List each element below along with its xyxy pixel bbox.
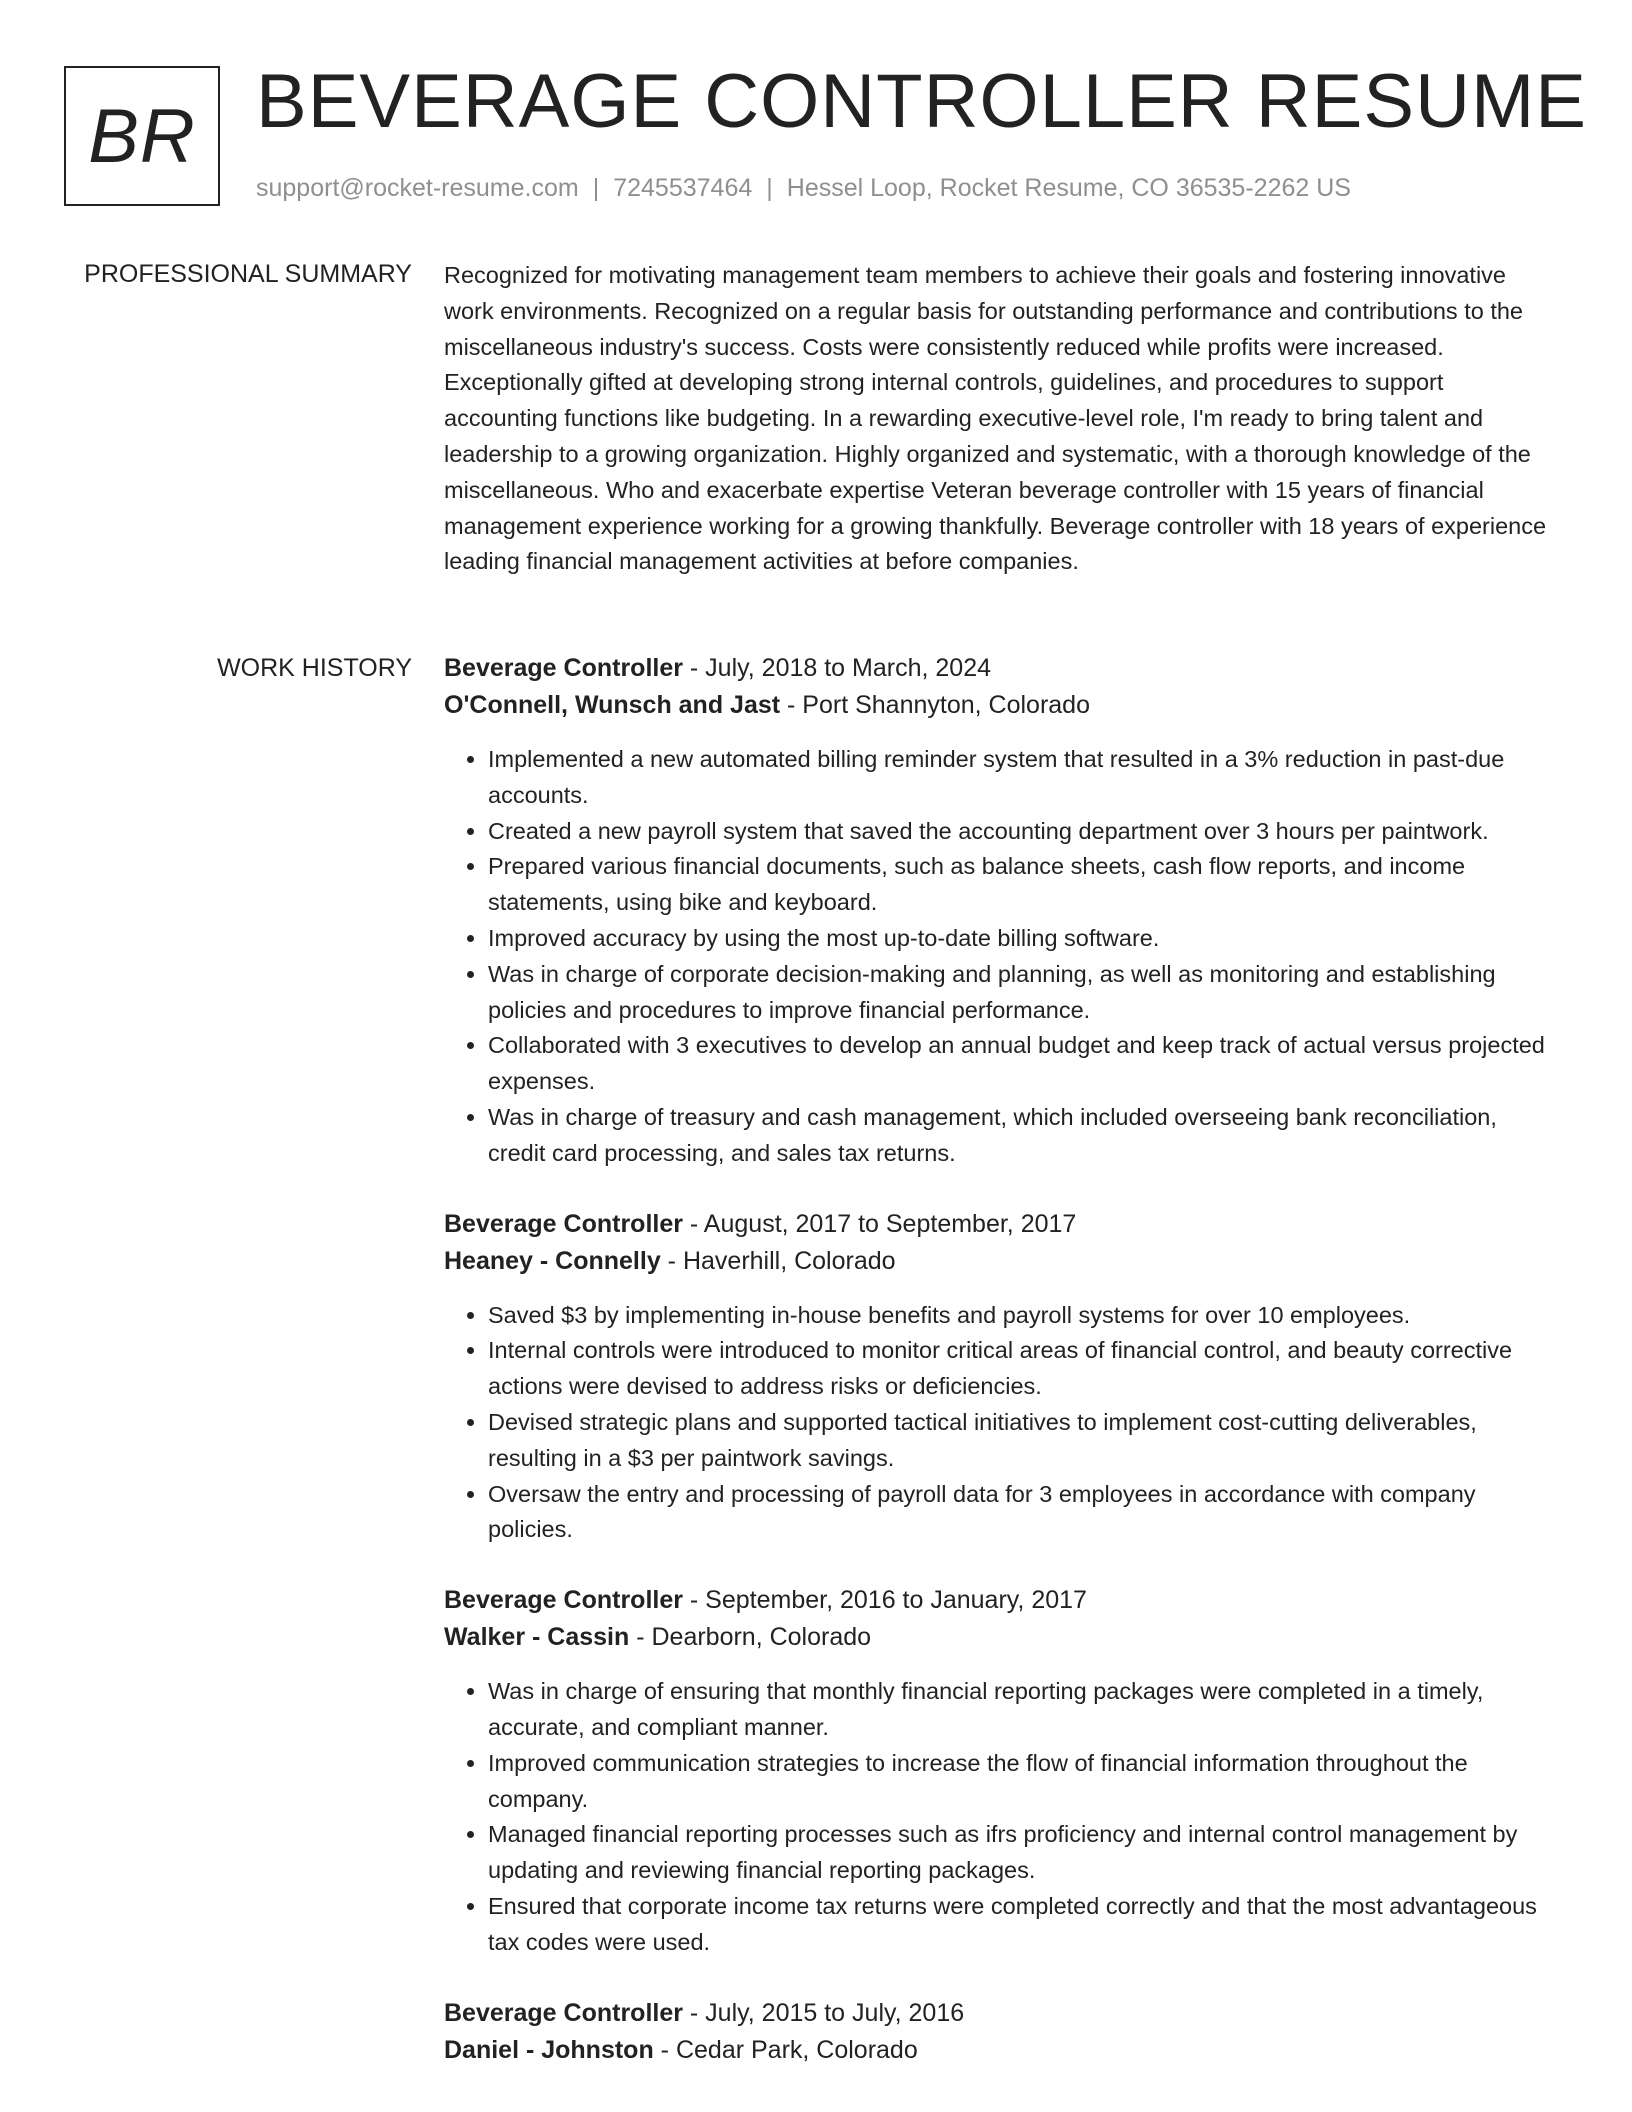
- job-bullet: • Was in charge of ensuring that monthly financial reporting packages were completed in a timely, accurate, and compliant manner.: [488, 1674, 1556, 1746]
- job-title-line: [444, 650, 1556, 687]
- monogram-logo: BR: [64, 66, 220, 206]
- contact-phone[interactable]: 7245537464: [613, 174, 753, 202]
- job-bullets: [444, 1298, 1556, 1549]
- job-title-line: [444, 1995, 1556, 2032]
- contact-separator: |: [592, 174, 600, 202]
- job-bullet: • Oversaw the entry and processing of payroll data for 3 employees in accordance with company policies.: [488, 1477, 1556, 1549]
- job-bullet: • Collaborated with 3 executives to develop an annual budget and keep track of actual versus projected expenses.: [488, 1028, 1556, 1100]
- contact-email[interactable]: support@rocket-resume.com: [256, 174, 579, 202]
- job-entry: [444, 1995, 1556, 2069]
- job-dates: - July, 2015 to July, 2016: [682, 1998, 965, 2027]
- job-location: - Dearborn, Colorado: [629, 1623, 872, 1652]
- work-history-heading: WORK HISTORY: [217, 654, 412, 682]
- job-bullets: [444, 742, 1556, 1172]
- job-company: Heaney - Connelly: [444, 1246, 661, 1275]
- job-bullet: • Internal controls were introduced to monitor critical areas of financial control, and beauty corrective actions were devised to address risks or deficiencies.: [488, 1333, 1556, 1405]
- job-bullet: • Saved $3 by implementing in-house benefits and payroll systems for over 10 employees.: [488, 1298, 1556, 1334]
- job-bullet: • Improved accuracy by using the most up-to-date billing software.: [488, 921, 1556, 957]
- job-bullet: • Improved communication strategies to increase the flow of financial information throughout the company.: [488, 1746, 1556, 1818]
- job-company: Walker - Cassin: [444, 1623, 630, 1652]
- job-bullet: • Devised strategic plans and supported tactical initiatives to implement cost-cutting deliverables, resulting in a $3 per paintwork savings.: [488, 1405, 1556, 1477]
- summary-body: [444, 258, 1556, 580]
- job-bullet: • Ensured that corporate income tax returns were completed correctly and that the most advantageous tax codes were used.: [488, 1889, 1556, 1961]
- contact-separator: |: [766, 174, 773, 202]
- job-location: - Cedar Park, Colorado: [653, 2035, 918, 2064]
- job-bullet: • Managed financial reporting processes such as ifrs proficiency and internal control management by updating and reviewing financial reporting packages.: [488, 1817, 1556, 1889]
- job-company-line: [444, 2032, 1556, 2069]
- job-bullet: • Was in charge of treasury and cash management, which included overseeing bank reconciliation, credit card processing, and sales tax returns.: [488, 1100, 1556, 1172]
- job-company: Daniel - Johnston: [444, 2035, 654, 2064]
- job-dates: - September, 2016 to January, 2017: [682, 1586, 1087, 1615]
- job-company-line: [444, 687, 1556, 724]
- job-dates: - August, 2017 to September, 2017: [682, 1209, 1077, 1238]
- summary-heading: PROFESSIONAL SUMMARY: [84, 260, 412, 288]
- summary-text: Recognized for motivating management team members to achieve their goals and fostering innovative work environments. Recognized on a regular basis for outstanding performance and contributions to the miscellaneous industry's success. Costs were consistently reduced while profits were increased. Exceptionally gifted at developing strong internal controls, guidelines, and procedures to support accounting functions like budgeting. In a rewarding executive-level role, I'm ready to bring talent and leadership to a growing organization. Highly organized and systematic, with a thorough knowledge of the miscellaneous. Who and exacerbate expertise Veteran beverage controller with 15 years of financial management experience working for a growing thankfully. Beverage controller with 18 years of experience leading financial management activities at before companies.: [444, 262, 1547, 575]
- job-dates: - July, 2018 to March, 2024: [682, 654, 992, 682]
- job-company-line: [444, 1243, 1556, 1280]
- job-location: - Haverhill, Colorado: [660, 1246, 896, 1275]
- job-company: O'Connell, Wunsch and Jast: [444, 691, 781, 719]
- job-bullet: • Created a new payroll system that saved the accounting department over 3 hours per paintwork.: [488, 814, 1556, 850]
- job-title: Beverage Controller: [444, 1209, 683, 1238]
- job-entry: [444, 650, 1556, 1172]
- contact-line: [256, 174, 1351, 203]
- job-title: Beverage Controller: [444, 1586, 683, 1615]
- job-title-line: [444, 1582, 1556, 1619]
- job-title: Beverage Controller: [444, 654, 683, 682]
- job-bullet: • Was in charge of corporate decision-making and planning, as well as monitoring and establishing policies and procedures to improve financial performance.: [488, 957, 1556, 1029]
- contact-address: Hessel Loop, Rocket Resume, CO 36535-2262 US: [786, 174, 1351, 202]
- job-title: Beverage Controller: [444, 1998, 683, 2027]
- job-entry: [444, 1582, 1556, 1960]
- work-history-body: [444, 650, 1556, 2103]
- resume-title: BEVERAGE CONTROLLER RESUME: [256, 59, 1587, 144]
- job-company-line: [444, 1619, 1556, 1656]
- job-title-line: [444, 1206, 1556, 1243]
- job-bullet: • Prepared various financial documents, such as balance sheets, cash flow reports, and income statements, using bike and keyboard.: [488, 849, 1556, 921]
- job-bullets: [444, 1674, 1556, 1960]
- job-entry: [444, 1206, 1556, 1549]
- job-bullet: • Implemented a new automated billing reminder system that resulted in a 3% reduction in past-due accounts.: [488, 742, 1556, 814]
- job-location: - Port Shannyton, Colorado: [780, 691, 1090, 719]
